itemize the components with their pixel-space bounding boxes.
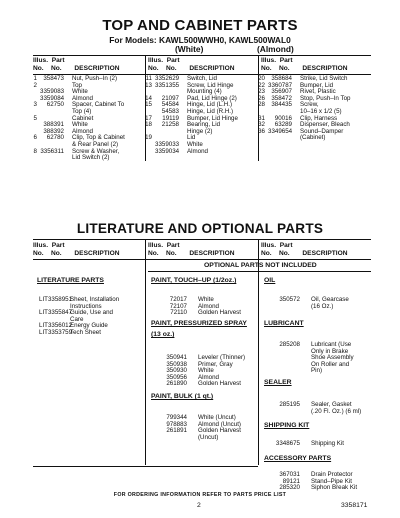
- part-description: Instructions: [70, 302, 102, 310]
- illus-number: 26: [258, 94, 265, 102]
- part-description: Tech Sheet: [70, 328, 101, 336]
- part-number: 388391: [43, 121, 64, 129]
- part-description: Almond: [187, 147, 208, 155]
- illus-number: 8: [33, 147, 37, 155]
- illus-number: 32: [258, 121, 265, 129]
- part-description: Clip, Harness: [300, 114, 338, 122]
- part-description: Clip, Top & Cabinet: [72, 134, 125, 142]
- part-number: LIT3355847: [39, 309, 73, 317]
- section-title-top: TOP AND CABINET PARTS: [102, 17, 298, 34]
- ordering-note: FOR ORDERING INFORMATION REFER TO PARTS PRICE LIST: [113, 492, 287, 498]
- paint-bulk-heading: PAINT, BULK (1 qt.): [151, 393, 214, 400]
- part-description: (Cabinet): [300, 134, 326, 142]
- part-description: Siphon Break Kit: [311, 484, 358, 492]
- part-description: Oil, Gearcase: [311, 296, 349, 303]
- part-description: Screw & Washer,: [72, 147, 120, 155]
- part-description: & Rear Panel (2): [72, 140, 119, 148]
- paint-touchup-list: [151, 297, 256, 317]
- part-number: LIT3356012: [39, 322, 73, 330]
- part-no-header: No.: [50, 250, 62, 257]
- part-number: 3359034: [155, 147, 180, 155]
- part-description: Stand–Pipe Kit: [311, 477, 352, 485]
- parts-column-3: [256, 76, 376, 142]
- part-description: Golden Harvest: [198, 380, 241, 388]
- part-description: (Uncut): [198, 433, 219, 441]
- description-header: DESCRIPTION: [189, 250, 235, 257]
- part-number: 350572: [279, 296, 300, 303]
- part-number: 358472: [271, 94, 292, 102]
- part-description: Shipping Kit: [311, 440, 345, 447]
- lubricant-list: [264, 342, 372, 375]
- part-number: 388392: [43, 127, 64, 135]
- part-description: Hinge (2): [187, 127, 213, 135]
- paint-spray-list: [151, 355, 256, 388]
- header-rule: [33, 259, 371, 260]
- part-description: Sealer, Gasket: [311, 401, 352, 408]
- table-row: [143, 149, 258, 156]
- part-number: 367031: [279, 471, 300, 478]
- part-number: 3348675: [275, 440, 300, 447]
- part-number: 350938: [166, 360, 187, 368]
- sealer-heading: SEALER: [264, 379, 292, 386]
- illus-no-header: No.: [261, 250, 272, 257]
- illus-number: 3: [33, 101, 37, 109]
- part-description: Care: [70, 315, 84, 323]
- part-description: Bearing, Lid: [187, 121, 221, 129]
- description-header: DESCRIPTION: [74, 250, 120, 257]
- part-description: Lid: [187, 134, 196, 142]
- part-number: 3359084: [40, 94, 65, 102]
- illus-header: Illus.: [33, 57, 49, 64]
- part-number: 3349654: [268, 127, 293, 135]
- top-rule: [33, 55, 371, 56]
- part-description: Bumper, Lid: [300, 81, 334, 89]
- sealer-list: [264, 402, 372, 415]
- document-number: 3358171: [341, 502, 368, 509]
- part-description: Primer, Gray: [198, 360, 233, 368]
- part-header: Part: [166, 57, 180, 64]
- illus-number: 1: [33, 75, 37, 82]
- list-item: [151, 310, 256, 317]
- part-no-header: No.: [50, 65, 62, 72]
- list-item: [264, 304, 372, 311]
- part-description: Dispenser, Bleach: [300, 121, 350, 129]
- part-description: Spacer, Cabinet To: [72, 101, 125, 109]
- part-description: 10–16 x 1/2 (5): [300, 107, 342, 115]
- part-description: Almond: [198, 373, 219, 381]
- lubricant-heading: LUBRICANT: [264, 320, 304, 327]
- illus-number: 20: [258, 75, 265, 82]
- part-description: White: [198, 296, 214, 303]
- part-number: 358684: [271, 75, 292, 82]
- part-number: 54584: [161, 101, 179, 109]
- illus-number: 36: [258, 127, 265, 135]
- part-description: White: [72, 88, 88, 96]
- part-number: 21258: [161, 121, 179, 129]
- illus-header: Illus.: [261, 242, 277, 249]
- description-header: DESCRIPTION: [302, 250, 348, 257]
- part-number: 62780: [46, 134, 64, 142]
- illus-header: Illus.: [261, 57, 277, 64]
- part-number: LIT3358951: [39, 296, 73, 303]
- models-line: For Models: KAWL500WWH0, KAWL500WAL0: [109, 35, 291, 45]
- part-description: Lubricant (Use: [311, 341, 352, 348]
- list-item: [264, 409, 372, 416]
- col-divider: [145, 240, 146, 465]
- illus-number: 11: [145, 75, 152, 82]
- literature-parts-list: [39, 297, 144, 337]
- part-number: 261891: [166, 427, 187, 435]
- shipping-kit-list: [264, 441, 372, 448]
- part-number: 54583: [161, 107, 179, 115]
- part-description: White: [72, 121, 88, 129]
- part-description: Stop, Push–In Top: [300, 94, 351, 102]
- illus-no-header: No.: [33, 250, 44, 257]
- part-number: 384435: [271, 101, 292, 109]
- illus-number: 28: [258, 101, 265, 109]
- part-number: 62750: [46, 101, 64, 109]
- part-description: Hinge, Lid (L.H.): [187, 101, 233, 109]
- part-description: White: [198, 367, 214, 375]
- part-description: Shoe Assembly: [311, 354, 354, 362]
- part-description: Energy Guide: [70, 322, 108, 330]
- illus-number: 13: [145, 81, 152, 89]
- oil-heading: OIL: [264, 277, 276, 284]
- part-description: Almond: [198, 302, 219, 310]
- part-number: 799344: [166, 414, 187, 421]
- part-description: Switch, Lid: [187, 75, 217, 82]
- part-description: Golden Harvest: [198, 309, 241, 317]
- page-number: 2: [197, 502, 201, 509]
- part-description: Golden Harvest: [198, 427, 241, 435]
- part-description: Cabinet: [72, 114, 94, 122]
- part-number: 3351355: [155, 81, 180, 89]
- part-description: Lid Switch (2): [72, 154, 110, 162]
- paint-touchup-heading: PAINT, TOUCH–UP (1/2oz.): [151, 277, 237, 284]
- color-white: (White): [175, 44, 204, 54]
- illus-number: 17: [145, 114, 152, 122]
- part-description: Almond: [72, 94, 93, 102]
- part-description: Guide, Use and: [70, 309, 113, 317]
- part-description: Drain Protector: [311, 471, 353, 478]
- part-number: 72110: [170, 309, 187, 317]
- shipping-kit-heading: SHIPPING KIT: [264, 422, 310, 429]
- part-description: (.20 Fl. Oz.) (6 ml): [311, 407, 362, 415]
- list-item: [39, 330, 144, 337]
- part-number: 285320: [279, 484, 300, 492]
- part-number: 285195: [279, 401, 300, 408]
- part-number: 89121: [282, 477, 300, 485]
- part-number: 358473: [43, 75, 64, 82]
- col-divider: [258, 240, 259, 465]
- illus-number: 18: [145, 121, 152, 129]
- part-description: Only in Brake: [311, 347, 349, 355]
- part-description: On Roller and: [311, 360, 350, 368]
- part-number: 3360787: [268, 81, 293, 89]
- part-number: 72107: [169, 302, 187, 310]
- part-description: Sheet, Installation: [70, 296, 120, 303]
- part-description: (16 Oz.): [311, 302, 334, 310]
- accessory-parts-heading: ACCESSORY PARTS: [264, 455, 332, 462]
- illus-no-header: No.: [148, 65, 159, 72]
- illus-header: Illus.: [148, 57, 164, 64]
- part-number: 3356311: [40, 147, 64, 155]
- illus-number: 19: [145, 134, 152, 142]
- part-description: Top: [72, 81, 82, 89]
- part-header: Part: [279, 242, 293, 249]
- part-header: Part: [51, 242, 65, 249]
- part-no-header: No.: [278, 250, 290, 257]
- part-description: Rivet, Plastic: [300, 88, 336, 96]
- part-description: Almond (Uncut): [198, 420, 241, 428]
- part-number: 978883: [166, 420, 187, 428]
- list-item: [151, 381, 256, 388]
- paint-bulk-list: [151, 415, 256, 441]
- part-description: Leveler (Thinner): [198, 354, 246, 361]
- color-almond: (Almond): [257, 44, 294, 54]
- list-item: [39, 310, 144, 317]
- header-group: [148, 57, 234, 73]
- part-description: Top (4): [72, 107, 92, 115]
- part-description: Hinge, Lid (R.H.): [187, 107, 234, 115]
- parts-column-2: [143, 76, 258, 155]
- list-item: [264, 441, 372, 448]
- part-no-header: No.: [165, 250, 177, 257]
- header-group: [33, 57, 119, 73]
- section-title-literature: LITERATURE AND OPTIONAL PARTS: [76, 221, 324, 236]
- part-description: Mounting (4): [187, 88, 222, 96]
- part-number: 19119: [162, 114, 179, 122]
- part-number: 285208: [279, 341, 300, 348]
- part-description: Pad, Lid Hinge (2): [187, 94, 237, 102]
- part-description: Almond: [72, 127, 93, 135]
- part-description: Nut, Push–In (2): [72, 75, 118, 82]
- illus-number: 6: [33, 134, 37, 142]
- list-item: [151, 435, 256, 442]
- illus-number: 2: [33, 81, 37, 89]
- list-item: [264, 368, 372, 375]
- part-description: Screw, Lid Hinge: [187, 81, 234, 89]
- paint-spray-size: (13 oz.): [151, 331, 175, 338]
- list-item: [264, 485, 372, 492]
- table-row: [143, 129, 258, 136]
- optional-not-included-label: OPTIONAL PARTS NOT INCLUDED: [204, 262, 317, 269]
- description-header: DESCRIPTION: [302, 65, 348, 72]
- table-row: [28, 155, 143, 162]
- part-description: Pin): [311, 367, 323, 375]
- part-header: Part: [51, 57, 65, 64]
- part-number: 261890: [166, 380, 187, 388]
- part-number: 350941: [166, 354, 187, 361]
- illus-no-header: No.: [33, 65, 44, 72]
- part-number: 350956: [166, 373, 187, 381]
- part-number: 350930: [166, 367, 187, 375]
- header-group: [148, 242, 234, 258]
- part-number: 3359083: [40, 88, 65, 96]
- part-description: White: [187, 140, 203, 148]
- illus-number: 31: [258, 114, 265, 122]
- optional-rule: [148, 271, 371, 272]
- parts-column-1: [28, 76, 143, 162]
- part-header: Part: [279, 57, 293, 64]
- paint-spray-heading: PAINT, PRESSURIZED SPRAY: [151, 320, 247, 327]
- description-header: DESCRIPTION: [74, 65, 120, 72]
- table-row: [28, 76, 143, 83]
- header-group: [33, 242, 119, 258]
- illus-number: 23: [258, 88, 265, 96]
- part-no-header: No.: [165, 65, 177, 72]
- illus-number: 5: [33, 114, 37, 122]
- part-number: 72017: [169, 296, 187, 303]
- part-description: Screw,: [300, 101, 319, 109]
- accessory-parts-list: [264, 472, 372, 492]
- oil-list: [264, 297, 372, 310]
- part-number: 3359033: [155, 140, 180, 148]
- header-group: [261, 57, 347, 73]
- part-number: 63289: [274, 121, 292, 129]
- illus-number: 14: [145, 94, 152, 102]
- part-description: White (Uncut): [198, 414, 236, 421]
- bottom-rule: [33, 466, 258, 467]
- illus-no-header: No.: [148, 250, 159, 257]
- illus-number: 22: [258, 81, 265, 89]
- illus-number: 15: [145, 101, 152, 109]
- part-number: 90016: [274, 114, 292, 122]
- part-description: Strike, Lid Switch: [300, 75, 348, 82]
- part-number: LIT3353759: [39, 328, 73, 336]
- illus-no-header: No.: [261, 65, 272, 72]
- table-row: [256, 135, 376, 142]
- part-number: 356907: [271, 88, 292, 96]
- part-header: Part: [166, 242, 180, 249]
- description-header: DESCRIPTION: [189, 65, 235, 72]
- part-description: Bumper, Lid Hinge: [187, 114, 238, 122]
- part-no-header: No.: [278, 65, 290, 72]
- part-number: 21097: [161, 94, 179, 102]
- part-number: 3352629: [155, 75, 180, 82]
- illus-header: Illus.: [33, 242, 49, 249]
- lit-top-rule: [33, 239, 371, 240]
- part-description: Sound–Damper: [300, 127, 344, 135]
- header-group: [261, 242, 347, 258]
- literature-parts-heading: LITERATURE PARTS: [37, 277, 104, 284]
- illus-header: Illus.: [148, 242, 164, 249]
